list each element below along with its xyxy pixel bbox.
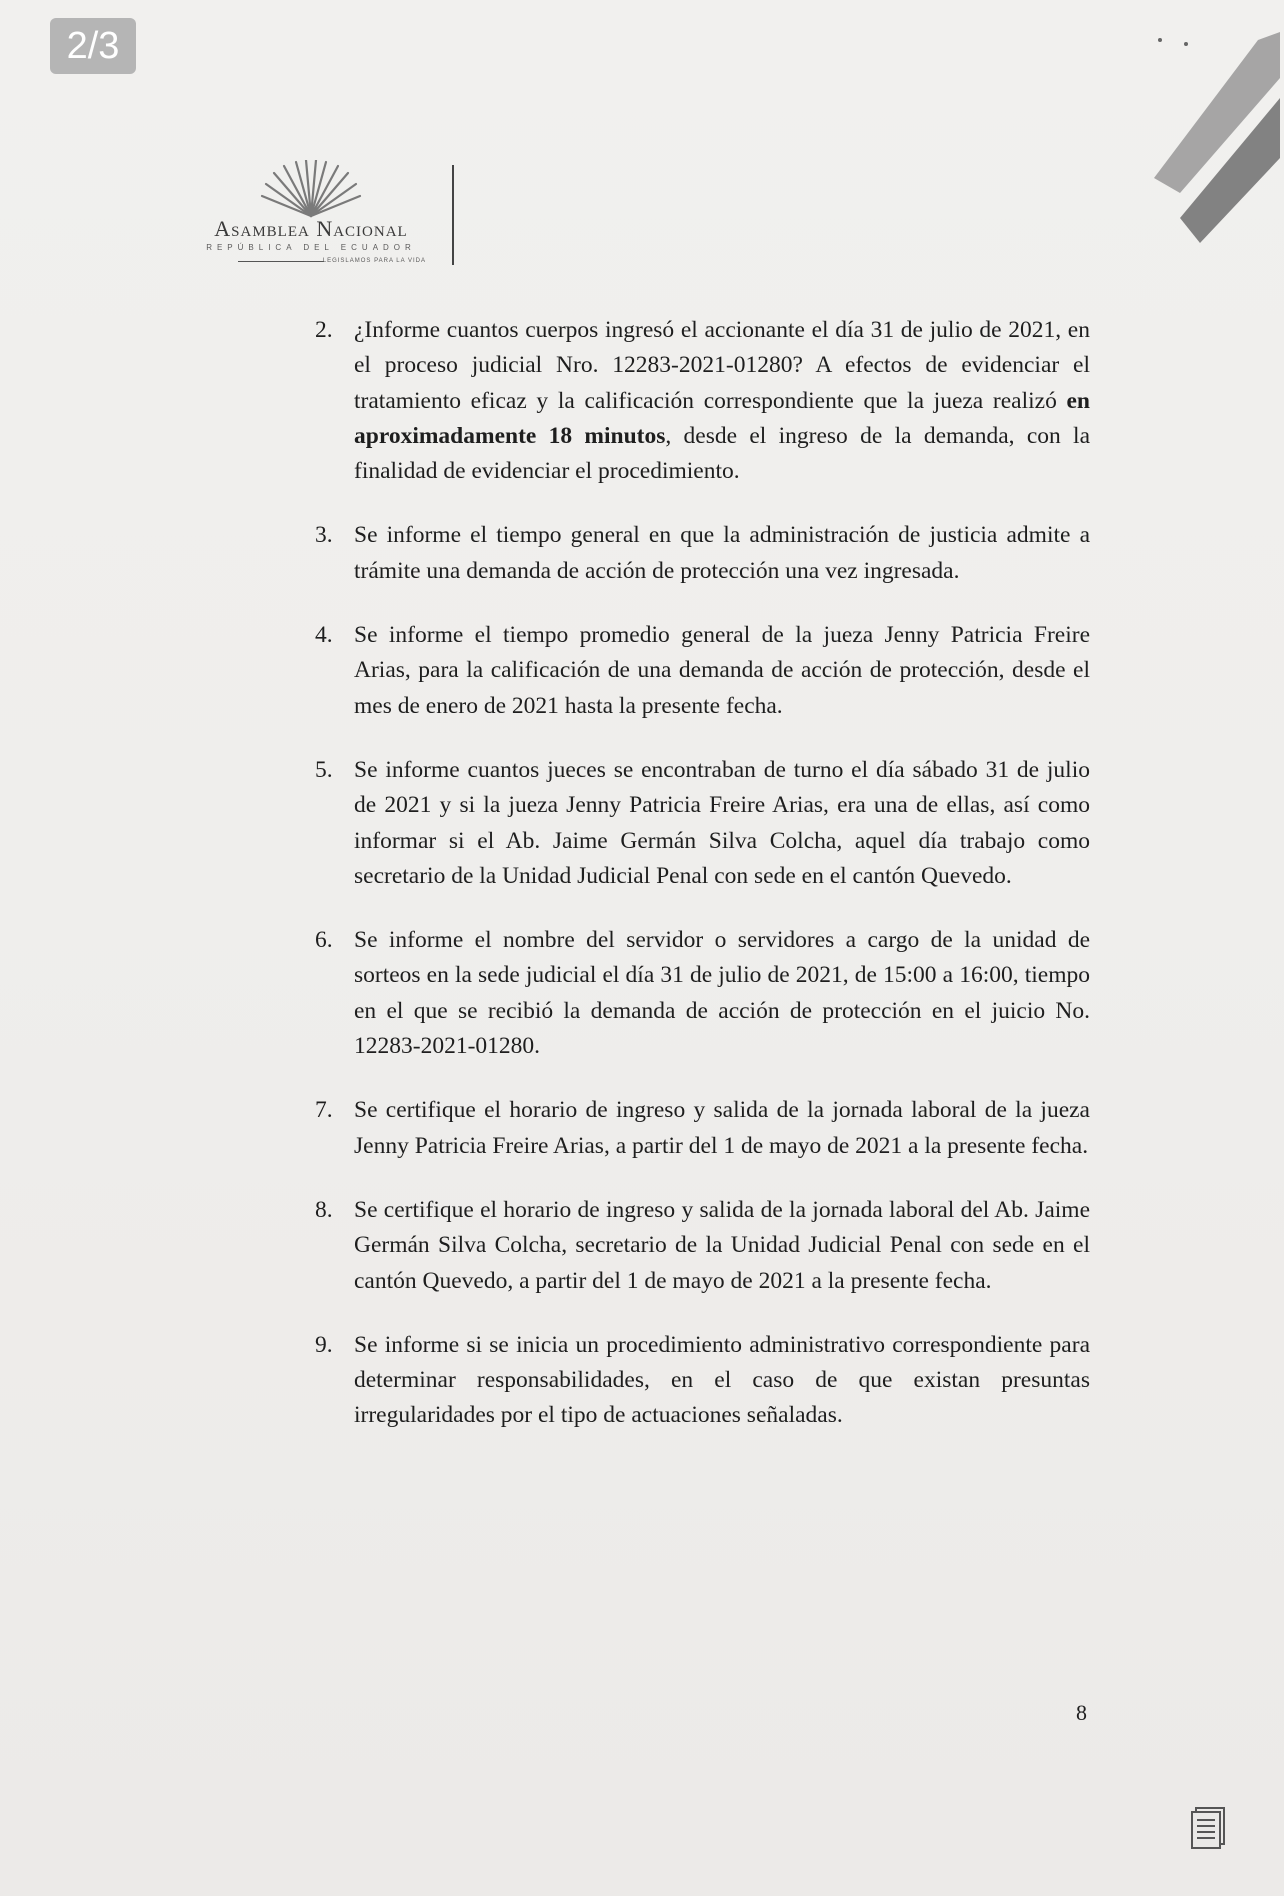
- item-text: Se informe el tiempo general en que la administración de justicia admite a trámite una demanda de acción de protección una vez ingresada.: [354, 522, 1090, 584]
- item-text: Se informe el nombre del servidor o servidores a cargo de la unidad de sorteos en la sede judicial el día 31 de julio de 2021, de 15:00 a 16:00, tiempo en el que se recibió la demanda de acción de protección en el juicio No. 12283-2021-01280.: [354, 927, 1090, 1060]
- institution-subtitle: REPÚBLICA DEL ECUADOR: [206, 243, 416, 252]
- header-divider: [452, 165, 454, 265]
- request-item-3: [300, 518, 1090, 589]
- item-number: 5.: [315, 756, 333, 783]
- item-text: ¿Informe cuantos cuerpos ingresó el accionante el día 31 de julio de 2021, en el proceso judicial Nro. 12283-2021-01280? A efectos de evidenciar el tratamiento eficaz y la calificación correspondiente que la jueza realizó: [354, 317, 1090, 414]
- item-text: Se informe el tiempo promedio general de la jueza Jenny Patricia Freire Arias, para la calificación de una demanda de acción de protección, desde el mes de enero de 2021 hasta la presente fecha.: [354, 622, 1090, 719]
- item-number: 6.: [315, 927, 333, 954]
- request-item-7: [300, 1093, 1090, 1164]
- item-number: 2.: [315, 317, 333, 343]
- request-item-2: [300, 313, 1090, 489]
- corner-stripes-graphic: [1140, 28, 1280, 248]
- page-number: 8: [1076, 1700, 1087, 1725]
- request-item-4: [300, 618, 1090, 724]
- item-text: , desde el ingreso de la demanda, con la finalidad de evidenciar el procedimiento.: [354, 422, 1090, 485]
- document-icon: [1190, 1806, 1230, 1850]
- request-item-8: [300, 1193, 1090, 1299]
- item-text: Se informe cuantos jueces se encontraban de turno el día sábado 31 de julio de 2021 y si la jueza Jenny Patricia Freire Arias, era una de ellas, así como informar si el Ab. Jaime Germán Silva Colcha, aquel día trabajo como secretario de la Unidad Judicial Penal con sede en el cantón Quevedo.: [354, 756, 1090, 889]
- request-list: [300, 313, 1090, 1434]
- item-number: 9.: [315, 1331, 333, 1358]
- institution-name: Asamblea Nacional: [214, 216, 408, 241]
- institution-motto: LEGISLAMOS PARA LA VIDA: [322, 258, 426, 264]
- request-item-9: [300, 1328, 1090, 1434]
- item-text-bold: en aproximadamente 18 minutos: [354, 387, 1090, 449]
- request-item-6: [300, 923, 1090, 1064]
- item-number: 8.: [315, 1196, 333, 1223]
- item-number: 4.: [315, 622, 333, 649]
- item-number: 3.: [315, 522, 333, 549]
- request-item-5: [300, 753, 1090, 894]
- item-text: Se informe si se inicia un procedimiento administrativo correspondiente para determinar responsabilidades, en el caso de que existan presuntas irregularidades por el tipo de actuaciones señaladas.: [354, 1331, 1090, 1429]
- item-text: Se certifique el horario de ingreso y salida de la jornada laboral del Ab. Jaime Germán Silva Colcha, secretario de la Unidad Judicial Penal con sede en el cantón Quevedo, a partir del 1 de mayo de 2021 a la presente fecha.: [354, 1196, 1090, 1294]
- asamblea-nacional-logo: [196, 160, 436, 270]
- fan-emblem-icon: [256, 160, 366, 220]
- page-counter-badge: 2/3: [50, 18, 136, 74]
- item-text: Se certifique el horario de ingreso y salida de la jornada laboral de la jueza Jenny Patricia Freire Arias, a partir del 1 de mayo de 2021 a la presente fecha.: [354, 1097, 1090, 1159]
- item-number: 7.: [315, 1097, 333, 1124]
